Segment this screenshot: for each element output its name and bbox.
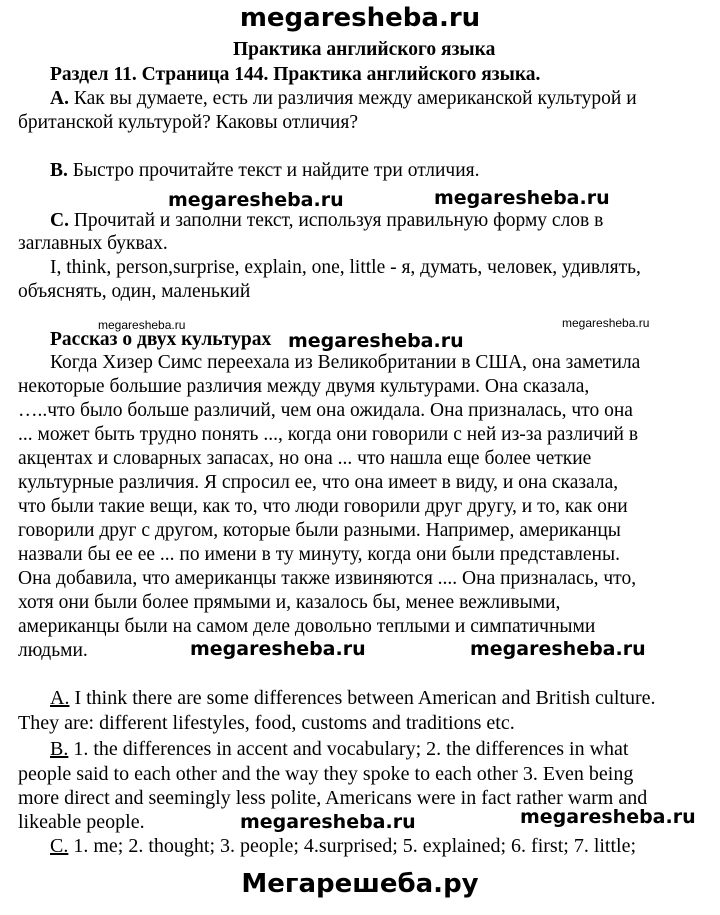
task-c-line-1	[50, 209, 603, 233]
watermark-7: megaresheba.ru	[520, 806, 696, 828]
task-a-text: Как вы думаете, есть ли различия между американской культурой и	[68, 88, 637, 109]
word-list-line-2: объяснять, один, маленький	[18, 281, 251, 302]
answer-b-text: 1. the differences in accent and vocabulary; 2. the differences in what	[68, 738, 629, 760]
answer-b-line-2: people said to each other and the way they spoke to each other 3. Even being	[18, 763, 634, 785]
answer-b-line-1	[50, 737, 628, 762]
story-line: назвали бы ее ее ... по имени в ту минуту, когда они были представлены.	[18, 544, 620, 565]
answer-a-line-2: They are: different lifestyles, food, customs and traditions etc.	[18, 712, 515, 734]
watermark-6: megaresheba.ru	[240, 811, 416, 833]
story-line: ... может быть трудно понять ..., когда они говорили с ней из-за различий в	[18, 424, 639, 445]
answer-a-line-1	[50, 686, 656, 711]
answer-b-line-3: more direct and seemingly less polite, Americans were in fact rather warm and	[18, 787, 648, 809]
watermark-small-2: megaresheba.ru	[562, 316, 650, 330]
page-title: Практика английского языка	[233, 39, 496, 60]
task-a-line-2: британской культурой? Каковы отличия?	[18, 112, 358, 133]
answer-c-label: C.	[50, 835, 69, 857]
answer-a-label: A.	[50, 687, 70, 709]
watermark-1: megaresheba.ru	[168, 189, 344, 211]
story-line: людьми.	[18, 640, 88, 661]
task-b-text: Быстро прочитайте текст и найдите три отличия.	[67, 160, 480, 181]
answer-b-label: B.	[50, 738, 69, 760]
watermark-4: megaresheba.ru	[190, 638, 366, 660]
story-line: что были такие вещи, как то, что люди говорили друг другу, и то, как они	[18, 496, 628, 517]
task-a-line-1	[50, 87, 637, 111]
task-c-line-2: заглавных буквах.	[18, 233, 168, 254]
story-line: акцентах и словарных запасах, но она ... что нашла еще более четкие	[18, 448, 592, 469]
story-line: говорили друг с другом, которые были разными. Например, американцы	[18, 520, 621, 541]
story-line: …..что было больше различий, чем она ожидала. Она призналась, что она	[18, 400, 633, 421]
watermark-5: megaresheba.ru	[470, 638, 646, 660]
task-b-label: B.	[50, 160, 68, 181]
answer-c-line-1	[50, 834, 636, 859]
word-list-line-1: I, think, person,surprise, explain, one, little - я, думать, человек, удивлять,	[50, 257, 641, 278]
story-line: Когда Хизер Симс переехала из Великобритании в США, она заметила	[50, 352, 641, 373]
task-c-label: C.	[50, 210, 69, 231]
story-line: американцы были на самом деле довольно теплыми и симпатичными	[18, 616, 596, 637]
watermark-3: megaresheba.ru	[288, 330, 464, 352]
answer-c-text: 1. me; 2. thought; 3. people; 4.surprised; 5. explained; 6. first; 7. little;	[68, 835, 637, 857]
answer-a-text: I think there are some differences between American and British culture.	[69, 687, 656, 709]
story-line: культурные различия. Я спросил ее, что она имеет в виду, и она сказала,	[18, 472, 619, 493]
story-line: некоторые большие различия между двумя культурами. Она сказала,	[18, 376, 590, 397]
task-a-label: A.	[50, 88, 69, 109]
story-title: Рассказ о двух культурах	[50, 329, 272, 350]
answer-b-line-4: likeable people.	[18, 811, 145, 833]
section-heading: Раздел 11. Страница 144. Практика английского языка.	[50, 64, 541, 85]
story-line: хотя они были более прямыми и, казалось бы, менее вежливыми,	[18, 592, 561, 613]
task-c-text: Прочитай и заполни текст, используя правильную форму слов в	[68, 210, 604, 231]
site-footer: Мегарешеба.ру	[241, 869, 479, 899]
task-b-line-1	[50, 159, 480, 183]
story-line: Она добавила, что американцы также извиняются .... Она призналась, что,	[18, 568, 637, 589]
site-header: megaresheba.ru	[239, 3, 481, 33]
watermark-2: megaresheba.ru	[434, 187, 610, 209]
watermark-small-1: megaresheba.ru	[98, 318, 186, 332]
